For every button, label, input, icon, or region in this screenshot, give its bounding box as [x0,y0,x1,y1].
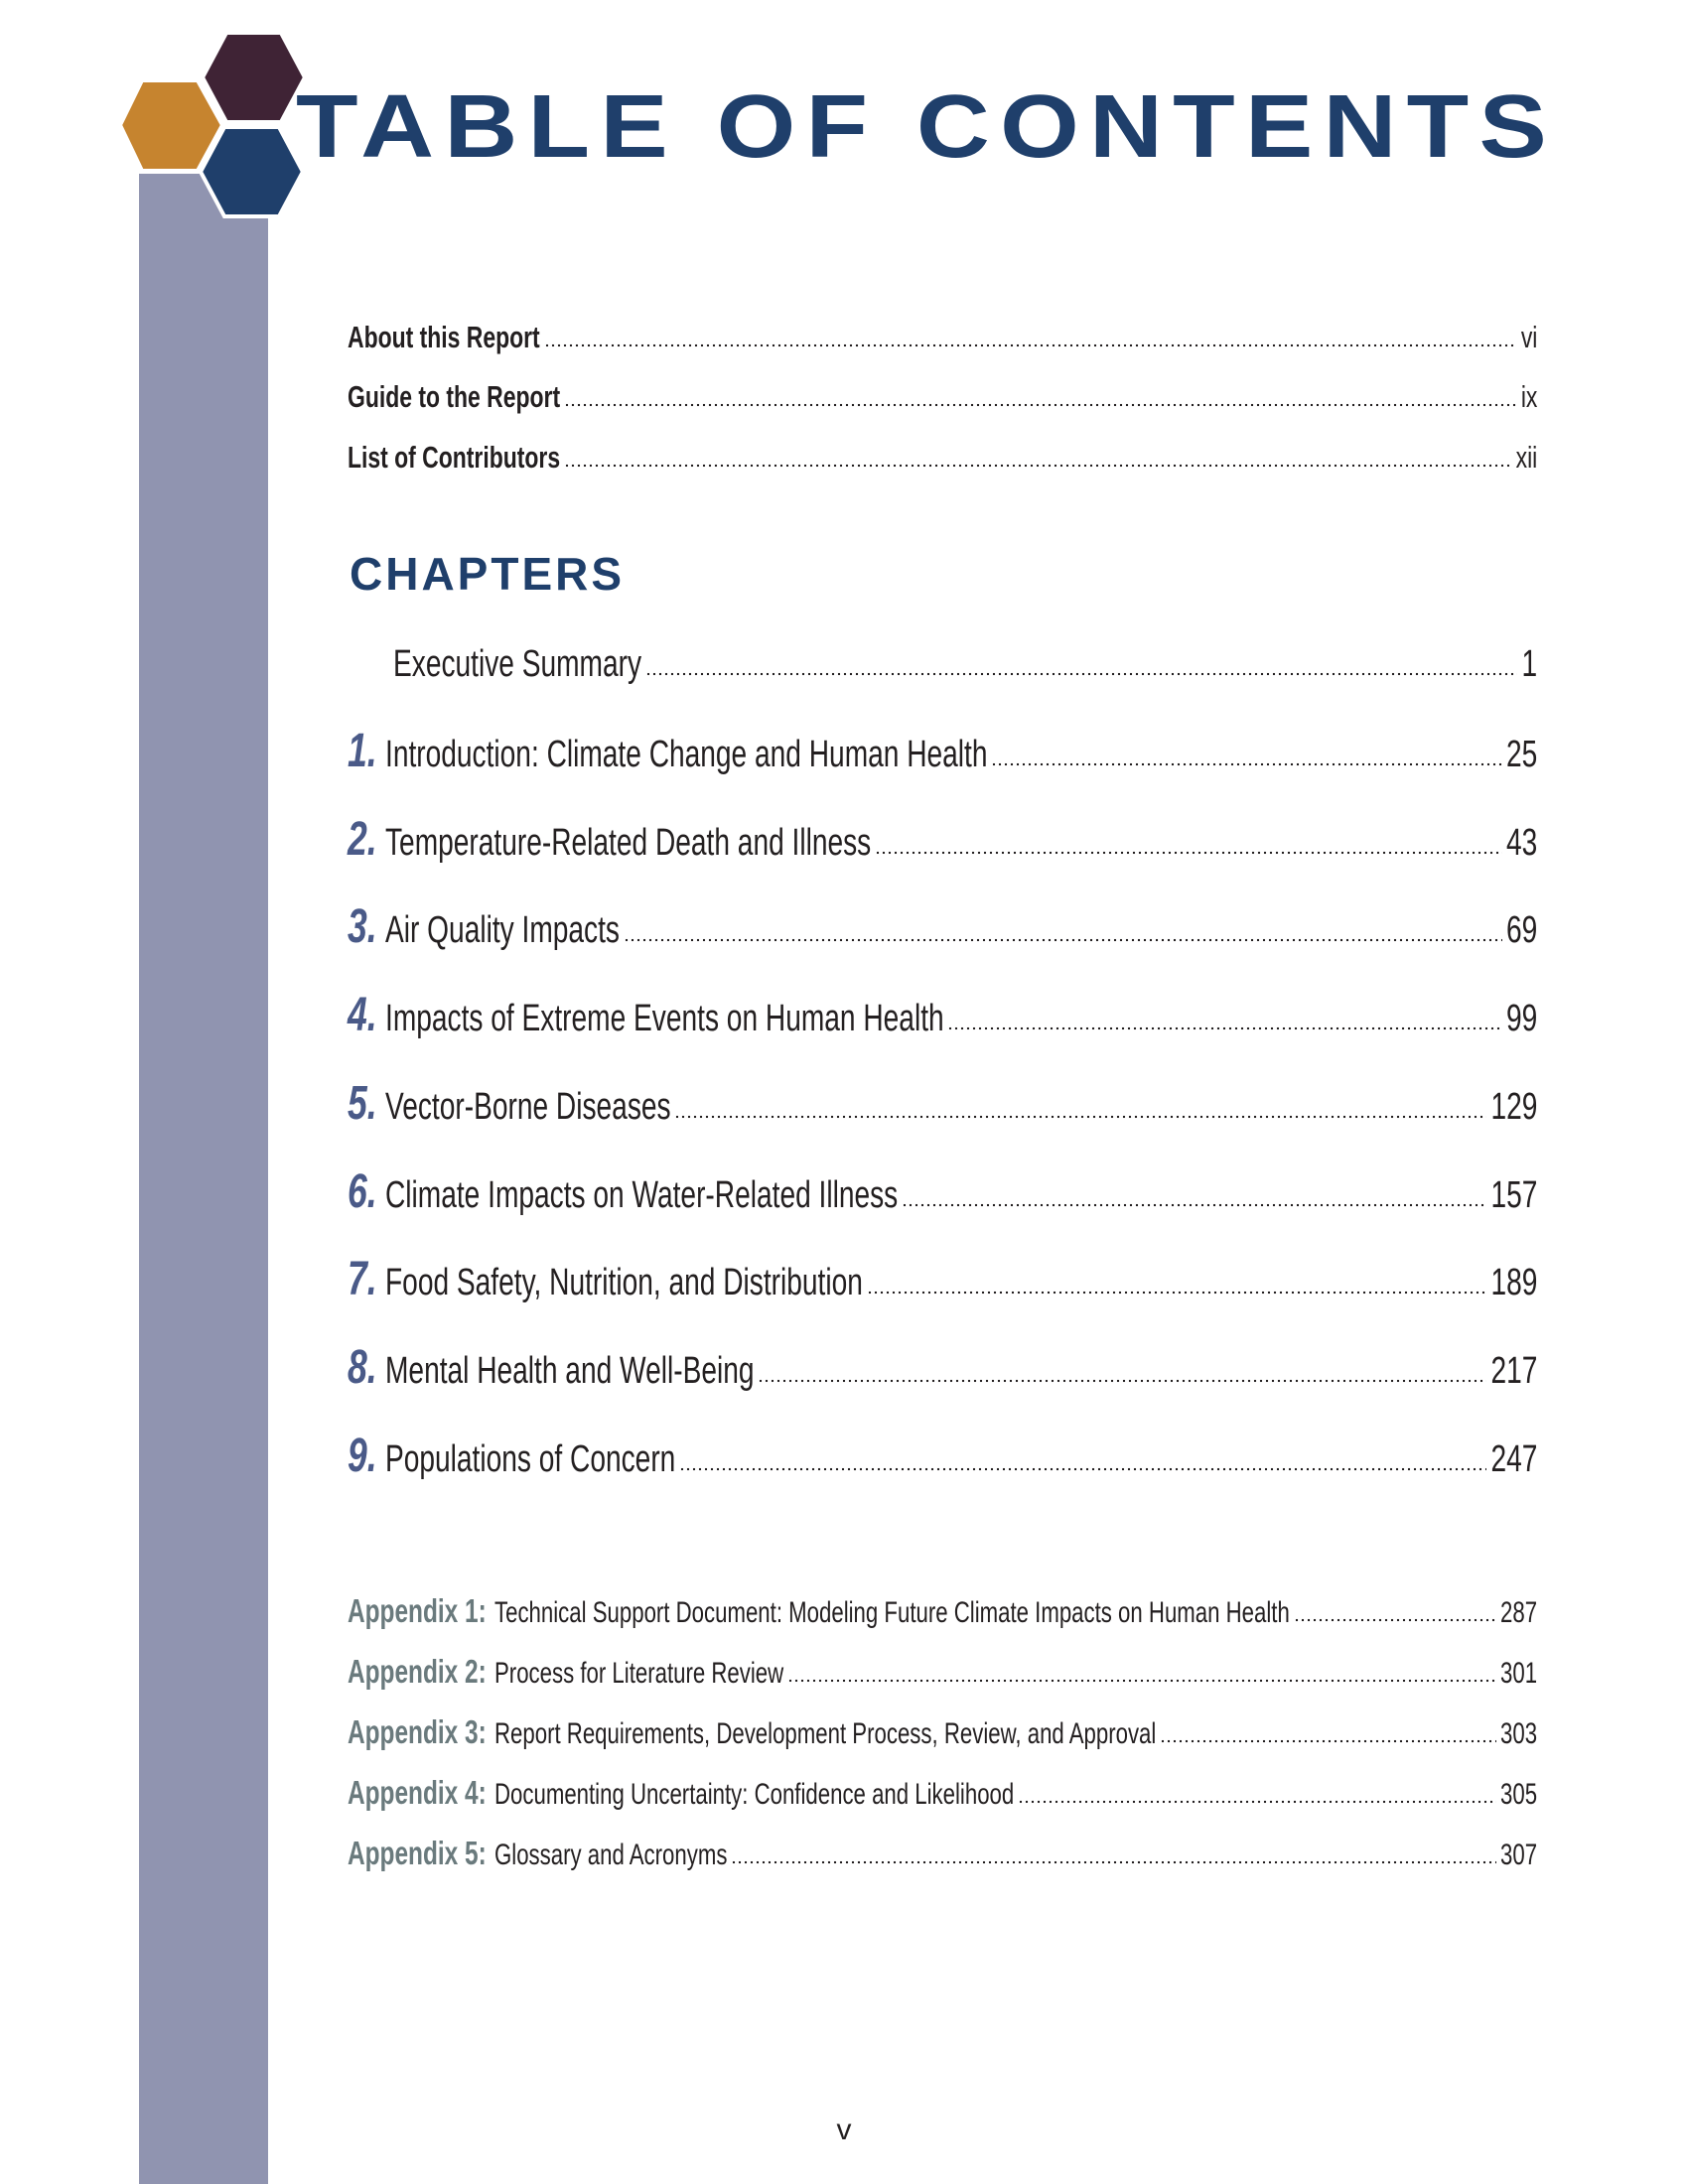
chapter-title: Food Safety, Nutrition, and Distribution [384,1262,863,1304]
appendix-title: Process for Literature Review [493,1657,783,1690]
dot-leader [947,1026,1501,1030]
dot-leader [1160,1739,1496,1743]
chapter-page: 157 [1490,1173,1537,1216]
toc-entry-label: About this Report [348,320,540,354]
toc-entry-contributors[interactable] [348,440,1537,476]
chapter-page: 25 [1505,734,1537,775]
hexagon-plum [203,33,305,122]
chapter-title: Vector-Borne Diseases [384,1085,671,1128]
chapter-title: Climate Impacts on Water-Related Illness [384,1173,898,1216]
toc-entry-appendix[interactable] [348,1653,1537,1691]
dot-leader [991,762,1502,766]
appendix-label: Appendix 4: [348,1774,487,1811]
chapter-number: 2. [348,812,377,866]
dot-leader [674,1115,1486,1119]
chapter-number: 6. [348,1164,377,1218]
chapter-title: Populations of Concern [384,1437,675,1480]
toc-entry-chapter[interactable] [348,724,1537,778]
chapter-number: 9. [348,1429,377,1482]
dot-leader [624,938,1502,942]
dot-leader [902,1203,1486,1207]
toc-entry-executive-summary[interactable] [393,643,1537,686]
appendix-title: Report Requirements, Development Process, Review, and Approval [493,1717,1157,1750]
appendix-page: 305 [1499,1778,1537,1811]
toc-entry-chapter[interactable] [348,1076,1537,1131]
toc-entry-chapter[interactable] [348,1340,1537,1395]
hexagon-navy [201,127,303,216]
dot-leader [564,403,1516,407]
toc-entry-appendix[interactable] [348,1713,1537,1751]
toc-entry-appendix[interactable] [348,1835,1537,1872]
chapter-page: 43 [1505,821,1537,864]
chapter-number: 4. [348,989,377,1042]
chapter-page: 129 [1490,1085,1537,1128]
appendix-page: 307 [1499,1839,1537,1871]
toc-entry-chapter[interactable] [348,899,1537,954]
appendix-page: 301 [1499,1657,1537,1690]
appendix-page: 303 [1499,1717,1537,1750]
chapter-title: Air Quality Impacts [384,909,620,952]
dot-leader [544,343,1517,347]
appendix-label: Appendix 5: [348,1835,487,1871]
page-title: TABLE OF CONTENTS [296,77,1557,177]
dot-leader [1018,1800,1496,1804]
chapter-title: Mental Health and Well-Being [384,1349,755,1392]
dot-leader [731,1860,1496,1864]
toc-entry-chapter[interactable] [348,812,1537,867]
toc-entry-about[interactable] [348,320,1537,355]
dot-leader [867,1291,1487,1295]
toc-entry-page: 1 [1521,643,1537,685]
chapter-page: 69 [1505,909,1537,952]
chapter-page: 247 [1490,1437,1537,1480]
chapter-number: 3. [348,900,377,954]
dot-leader [645,672,1517,676]
chapter-page: 99 [1505,998,1537,1040]
chapter-title: Temperature-Related Death and Illness [384,821,871,864]
toc-entry-chapter[interactable] [348,988,1537,1042]
toc-entry-page: vi [1520,320,1537,354]
chapters-heading: CHAPTERS [350,548,626,600]
appendix-label: Appendix 3: [348,1713,487,1750]
toc-entry-label: Guide to the Report [348,379,561,414]
chapter-title: Impacts of Extreme Events on Human Health [384,998,944,1040]
appendix-label: Appendix 1: [348,1592,487,1629]
hexagon-logo [0,0,318,238]
chapter-number: 5. [348,1076,377,1130]
toc-entry-guide[interactable] [348,379,1537,415]
dot-leader [787,1679,1496,1683]
sidebar-band [139,174,268,2184]
toc-entry-page: ix [1520,379,1537,414]
page-number: v [836,2114,852,2146]
dot-leader [1294,1618,1496,1622]
toc-entry-appendix[interactable] [348,1592,1537,1630]
dot-leader [875,851,1502,855]
toc-entry-label: Executive Summary [393,643,642,685]
chapter-page: 217 [1490,1349,1537,1392]
appendix-label: Appendix 2: [348,1653,487,1690]
toc-entry-page: xii [1515,440,1537,475]
toc-entry-appendix[interactable] [348,1774,1537,1812]
toc-entry-chapter[interactable] [348,1252,1537,1306]
chapter-number: 1. [348,725,377,777]
toc-entry-label: List of Contributors [348,440,561,475]
toc-entry-chapter[interactable] [348,1164,1537,1219]
toc-entry-chapter[interactable] [348,1429,1537,1483]
chapter-number: 7. [348,1253,377,1306]
appendix-title: Documenting Uncertainty: Confidence and Likelihood [493,1778,1015,1811]
appendix-title: Glossary and Acronyms [493,1839,728,1871]
dot-leader [564,464,1511,468]
appendix-title: Technical Support Document: Modeling Future Climate Impacts on Human Health [493,1596,1290,1629]
chapter-number: 8. [348,1340,377,1394]
chapter-page: 189 [1490,1262,1537,1304]
dot-leader [679,1467,1486,1471]
dot-leader [758,1379,1486,1383]
appendix-page: 287 [1499,1596,1537,1629]
chapter-title: Introduction: Climate Change and Human Health [384,734,988,775]
